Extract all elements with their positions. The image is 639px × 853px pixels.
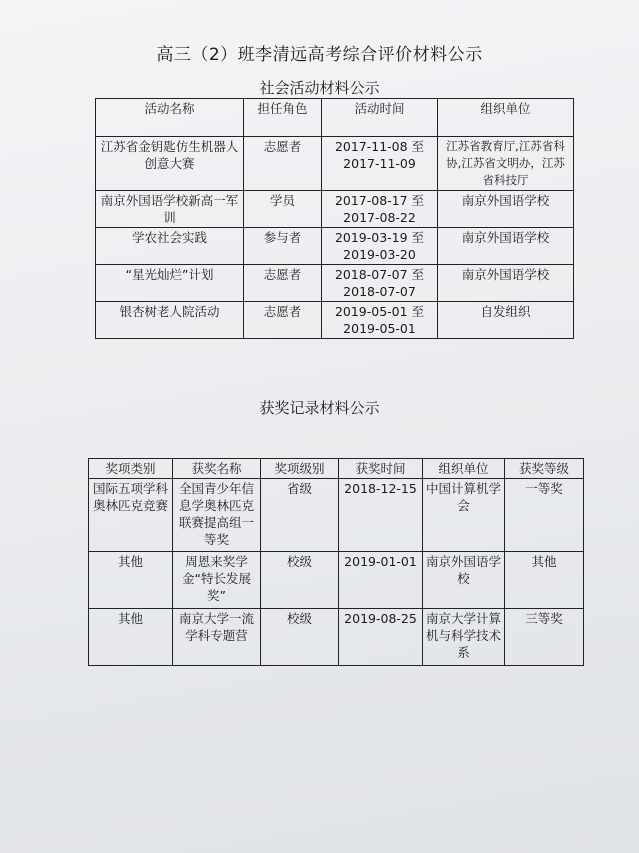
header-award-name: 获奖名称 (173, 459, 261, 479)
award-level: 校级 (261, 552, 339, 609)
header-organizer: 组织单位 (438, 99, 574, 137)
activity-role: 志愿者 (244, 137, 322, 191)
table-row (96, 265, 574, 302)
header-activity-name: 活动名称 (96, 99, 244, 137)
social-activities-heading: 社会活动材料公示 (259, 79, 380, 97)
header-award-category: 奖项类别 (89, 459, 173, 479)
award-organizer: 中国计算机学会 (423, 479, 505, 552)
award-name: 周恩来奖学金“特长发展奖” (173, 552, 261, 609)
award-organizer: 南京外国语学校 (423, 552, 505, 609)
table-header-row (96, 99, 574, 137)
header-award-organizer: 组织单位 (423, 459, 505, 479)
table-row (96, 191, 574, 228)
table-row (89, 552, 584, 609)
award-organizer: 南京大学计算机与科学技术系 (423, 609, 505, 666)
activity-name: 学农社会实践 (96, 228, 244, 265)
award-level: 校级 (261, 609, 339, 666)
header-award-level: 奖项级别 (261, 459, 339, 479)
activity-organizer: 南京外国语学校 (438, 191, 574, 228)
table-row (96, 137, 574, 191)
table-row (89, 609, 584, 666)
award-level: 省级 (261, 479, 339, 552)
activity-name: 银杏树老人院活动 (96, 302, 244, 339)
activity-role: 参与者 (244, 228, 322, 265)
activity-organizer: 江苏省教育厅,江苏省科协,江苏省文明办，江苏省科技厅 (438, 137, 574, 191)
table-header-row (89, 459, 584, 479)
activity-time: 2019-05-01 至 2019-05-01 (322, 302, 438, 339)
awards-table (88, 458, 584, 666)
page-title: 高三（2）班李清远高考综合评价材料公示 (156, 45, 483, 65)
activity-time: 2017-11-08 至 2017-11-09 (322, 137, 438, 191)
table-row (96, 228, 574, 265)
table-row (96, 302, 574, 339)
activity-name: 南京外国语学校新高一军训 (96, 191, 244, 228)
award-date: 2018-12-15 (339, 479, 423, 552)
activity-organizer: 自发组织 (438, 302, 574, 339)
activity-time: 2019-03-19 至 2019-03-20 (322, 228, 438, 265)
award-grade: 一等奖 (505, 479, 584, 552)
award-date: 2019-08-25 (339, 609, 423, 666)
activity-organizer: 南京外国语学校 (438, 265, 574, 302)
award-date: 2019-01-01 (339, 552, 423, 609)
activity-name: 江苏省金钥匙仿生机器人创意大赛 (96, 137, 244, 191)
header-activity-time: 活动时间 (322, 99, 438, 137)
activity-time: 2018-07-07 至 2018-07-07 (322, 265, 438, 302)
activity-role: 学员 (244, 191, 322, 228)
award-name: 全国青少年信息学奥林匹克联赛提高组一等奖 (173, 479, 261, 552)
activity-role: 志愿者 (244, 265, 322, 302)
header-award-grade: 获奖等级 (505, 459, 584, 479)
activity-organizer: 南京外国语学校 (438, 228, 574, 265)
award-grade: 三等奖 (505, 609, 584, 666)
activity-time: 2017-08-17 至 2017-08-22 (322, 191, 438, 228)
activity-role: 志愿者 (244, 302, 322, 339)
awards-heading: 获奖记录材料公示 (259, 399, 380, 417)
award-category: 其他 (89, 609, 173, 666)
activity-name: “星光灿烂”计划 (96, 265, 244, 302)
header-role: 担任角色 (244, 99, 322, 137)
table-row (89, 479, 584, 552)
header-award-date: 获奖时间 (339, 459, 423, 479)
social-activities-table (95, 98, 574, 339)
award-category: 国际五项学科奥林匹克竞赛 (89, 479, 173, 552)
award-category: 其他 (89, 552, 173, 609)
award-name: 南京大学一流学科专题营 (173, 609, 261, 666)
award-grade: 其他 (505, 552, 584, 609)
